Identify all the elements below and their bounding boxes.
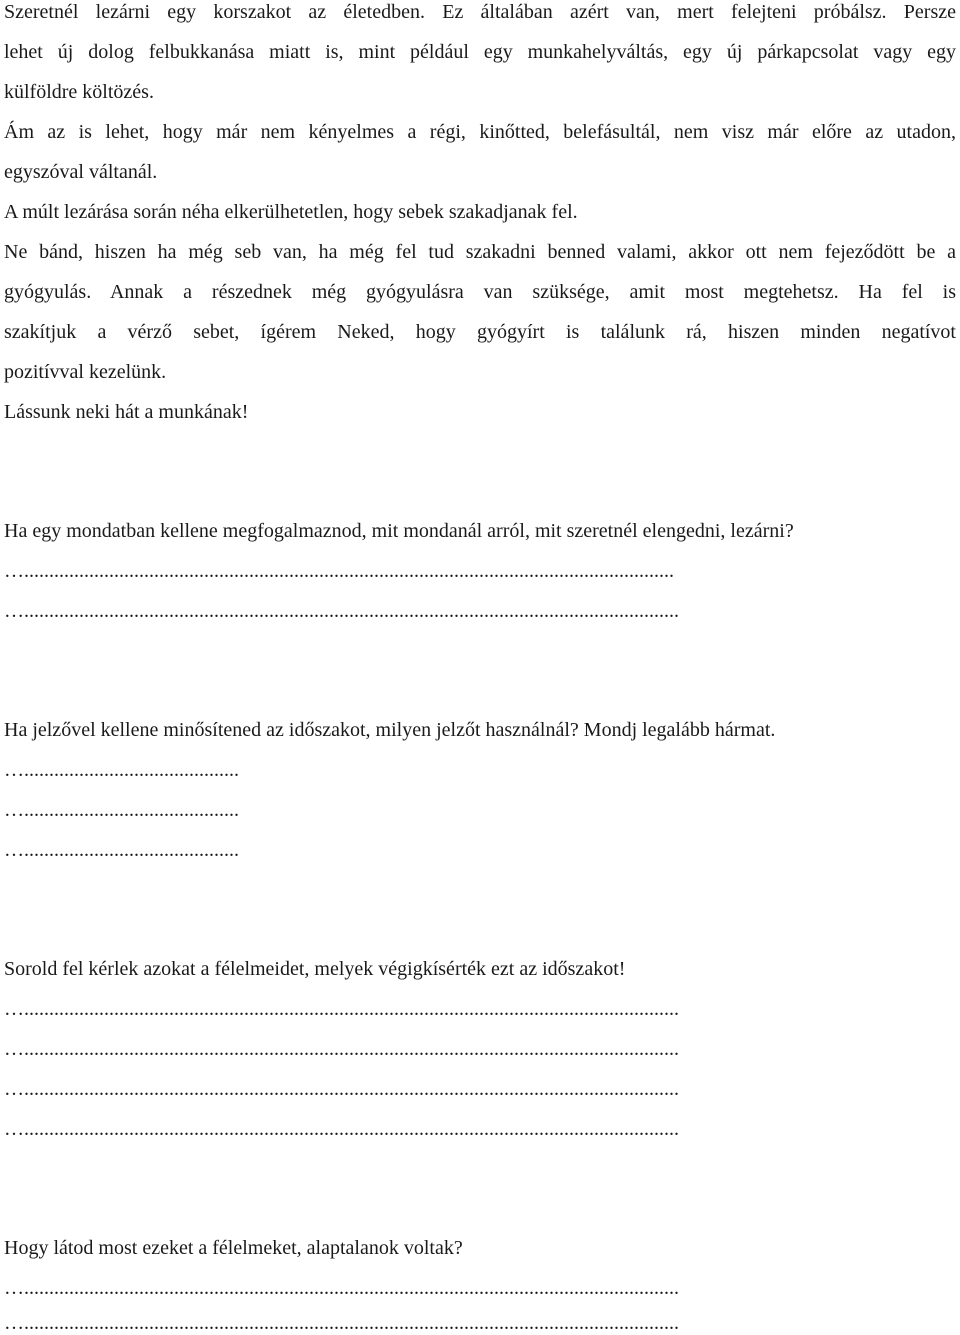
- answer-line[interactable]: …...................................................................................................................................: [4, 1038, 679, 1060]
- question-1: Ha egy mondatban kellene megfogalmaznod, mit mondanál arról, mit szeretnél elengedni, lezárni?: [4, 520, 794, 542]
- intro-line-6: A múlt lezárása során néha elkerülhetetlen, hogy sebek szakadjanak fel.: [4, 201, 578, 223]
- intro-line-9: szakítjuk a vérző sebet, ígérem Neked, hogy gyógyírt is találunk rá, hiszen minden negatívot: [4, 321, 956, 343]
- intro-line-3: külföldre költözés.: [4, 81, 154, 103]
- intro-line-2: lehet új dolog felbukkanása miatt is, mint például egy munkahelyváltás, egy új párkapcsolat vagy egy: [4, 41, 956, 63]
- answer-line[interactable]: …...................................................................................................................................: [4, 1277, 679, 1299]
- intro-line-5: egyszóval váltanál.: [4, 161, 158, 183]
- answer-line[interactable]: …...........................................: [4, 799, 239, 821]
- question-2: Ha jelzővel kellene minősítened az időszakot, milyen jelzőt használnál? Mondj legalább hármat.: [4, 719, 776, 741]
- answer-line[interactable]: …...................................................................................................................................: [4, 1118, 679, 1140]
- answer-line[interactable]: …...........................................: [4, 839, 239, 861]
- answer-line[interactable]: …...........................................: [4, 759, 239, 781]
- answer-line[interactable]: …...................................................................................................................................: [4, 1078, 679, 1100]
- intro-line-7: Ne bánd, hiszen ha még seb van, ha még fel tud szakadni benned valami, akkor ott nem fejeződött be a: [4, 241, 956, 263]
- question-3: Sorold fel kérlek azokat a félelmeidet, melyek végigkísérték ezt az időszakot!: [4, 958, 626, 980]
- intro-line-10: pozitívval kezelünk.: [4, 361, 167, 383]
- intro-line-1: Szeretnél lezárni egy korszakot az életedben. Ez általában azért van, mert felejteni próbálsz. Persze: [4, 1, 956, 23]
- answer-line[interactable]: …...................................................................................................................................: [4, 998, 679, 1020]
- answer-line[interactable]: …...................................................................................................................................: [4, 1312, 679, 1334]
- question-4: Hogy látod most ezeket a félelmeket, alaptalanok voltak?: [4, 1237, 463, 1259]
- intro-line-8: gyógyulás. Annak a részednek még gyógyulásra van szüksége, amit most megtehetsz. Ha fel is: [4, 281, 956, 303]
- intro-line-11: Lássunk neki hát a munkának!: [4, 401, 249, 423]
- answer-line[interactable]: …..................................................................................................................................: [4, 560, 674, 582]
- intro-line-4: Ám az is lehet, hogy már nem kényelmes a régi, kinőtted, belefásultál, nem visz már előre az utadon,: [4, 121, 956, 143]
- answer-line[interactable]: …...................................................................................................................................: [4, 600, 679, 622]
